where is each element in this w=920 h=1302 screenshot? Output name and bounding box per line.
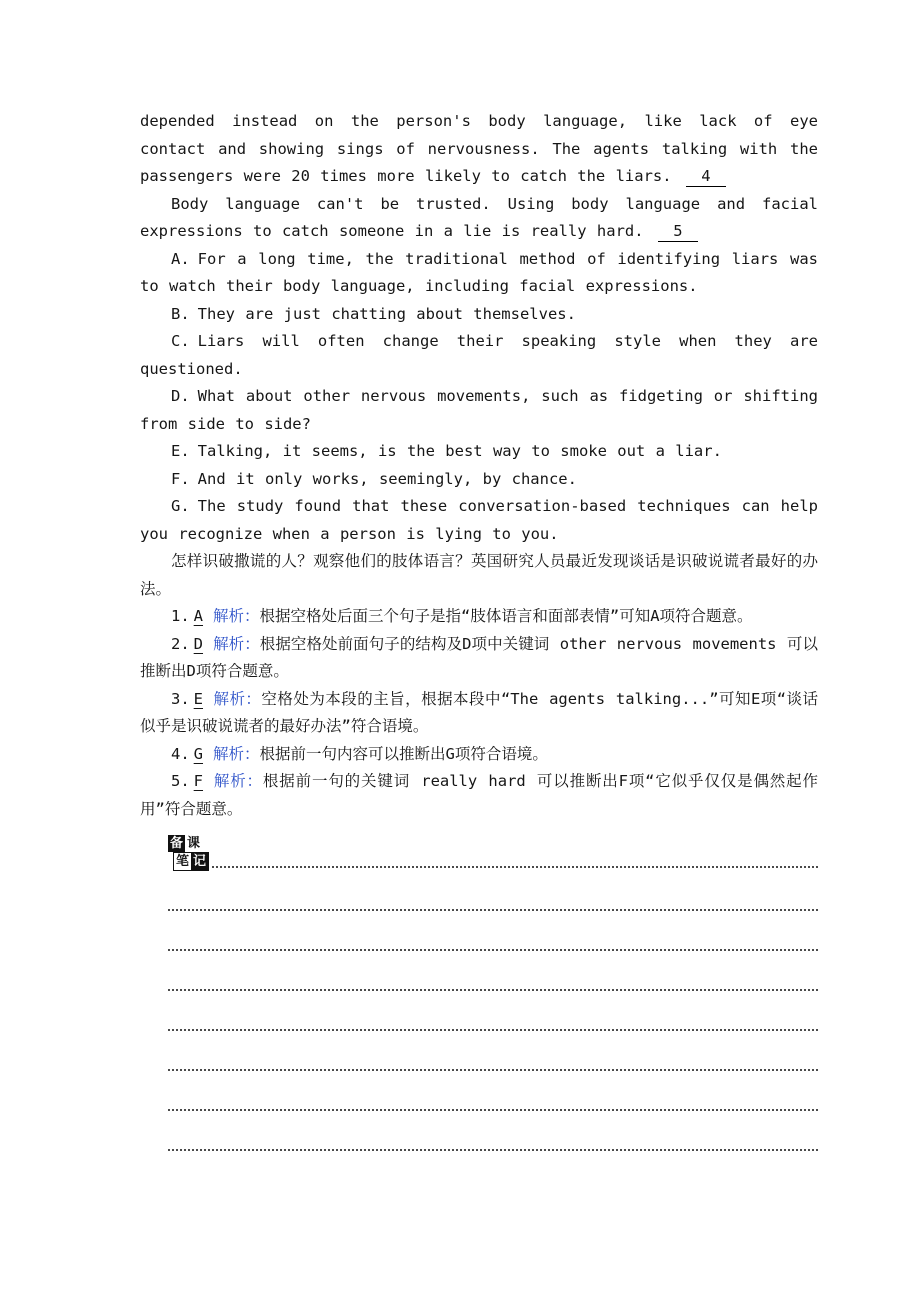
option-label: G. (171, 497, 190, 515)
lesson-notes-icon-char: 记 (192, 854, 206, 869)
option-item-a (140, 246, 818, 301)
option-text: For a long time, the traditional method of identifying liars was to watch their body language, including facial expressions. (140, 249, 818, 295)
answer-number: 4. (171, 744, 190, 763)
answer-number: 5. (171, 772, 190, 790)
explain-label: 解析： (213, 634, 260, 653)
option-text: Liars will often change their speaking style when they are questioned. (140, 332, 818, 378)
note-line (212, 866, 818, 868)
note-line (168, 989, 818, 991)
note-line (168, 1149, 818, 1151)
lesson-notes-icon-char: 笔 (175, 854, 189, 869)
answer-number: 1. (171, 607, 190, 625)
passage-text: Body language can't be trusted. Using body language and facial expressions to catch someone in a lie is really hard. (140, 194, 818, 240)
option-text: They are just chatting about themselves. (197, 304, 576, 323)
explain-text: 根据空格处前面句子的结构及D项中关键词 other nervous movements 可以推断出D项符合题意。 (140, 634, 818, 680)
option-text: Talking, it seems, is the best way to smoke out a liar. (197, 442, 722, 460)
option-item-b (140, 301, 818, 329)
option-label: F. (171, 469, 190, 488)
answer-item-4 (140, 741, 818, 769)
option-text: And it only works, seemingly, by chance. (197, 469, 577, 488)
blank-number: 4 (701, 167, 711, 185)
option-item-f (140, 466, 818, 494)
passage-text: depended instead on the person's body language, like lack of eye contact and showing sings of nervousness. The agents talking with the passengers were 20 times more likely to catch the liars. (140, 112, 818, 185)
option-item-g (140, 493, 818, 548)
explain-label: 解析： (213, 772, 263, 790)
answer-item-2 (140, 631, 818, 686)
answer-letter: E (193, 689, 204, 708)
note-line (168, 1109, 818, 1111)
explain-label: 解析： (213, 607, 260, 625)
explain-text: 根据前一句内容可以推断出G项符合语境。 (259, 744, 548, 763)
option-label: C. (171, 332, 190, 350)
option-item-c (140, 328, 818, 383)
answer-number: 2. (171, 634, 190, 653)
option-label: A. (171, 249, 190, 268)
note-line (168, 909, 818, 911)
blank-5 (658, 223, 698, 242)
document-page (140, 108, 818, 1151)
option-label: D. (171, 387, 190, 405)
answer-item-5 (140, 768, 818, 823)
option-text: The study found that these conversation-based techniques can help you recognize when a person is lying to you. (140, 497, 818, 543)
passage-paragraph (140, 191, 818, 246)
answer-letter: F (193, 772, 204, 790)
note-line (168, 1029, 818, 1031)
answer-letter: A (193, 607, 204, 625)
chinese-summary: 怎样识破撒谎的人？观察他们的肢体语言？英国研究人员最近发现谈话是识破说谎者最好的办法。 (140, 552, 818, 598)
notes-area (140, 835, 818, 1151)
option-item-e (140, 438, 818, 466)
blank-4 (686, 168, 726, 187)
passage-paragraph (140, 108, 818, 191)
blank-number: 5 (673, 222, 683, 240)
explain-text: 根据前一句的关键词 really hard 可以推断出F项“它似乎仅仅是偶然起作用”符合题意。 (140, 772, 818, 818)
answer-item-3 (140, 686, 818, 741)
lesson-notes-icon-char: 备 (169, 836, 183, 851)
lesson-notes-icon-char: 课 (186, 836, 200, 851)
note-line (168, 1069, 818, 1071)
explain-label: 解析： (213, 689, 262, 708)
explain-text: 根据空格处后面三个句子是指“肢体语言和面部表情”可知A项符合题意。 (259, 607, 753, 625)
explain-text: 空格处为本段的主旨，根据本段中“The agents talking...”可知E项“谈话似乎是识破说谎者的最好办法”符合语境。 (140, 689, 818, 735)
note-line (168, 949, 818, 951)
option-text: What about other nervous movements, such as fidgeting or shifting from side to side? (140, 387, 818, 433)
lesson-notes-icon (168, 835, 208, 871)
answer-number: 3. (171, 689, 190, 708)
explain-label: 解析： (213, 744, 260, 763)
answer-letter: D (193, 634, 204, 653)
answer-item-1 (140, 603, 818, 631)
answer-letter: G (193, 744, 204, 763)
option-label: B. (171, 304, 190, 323)
option-label: E. (171, 442, 190, 460)
option-item-d (140, 383, 818, 438)
